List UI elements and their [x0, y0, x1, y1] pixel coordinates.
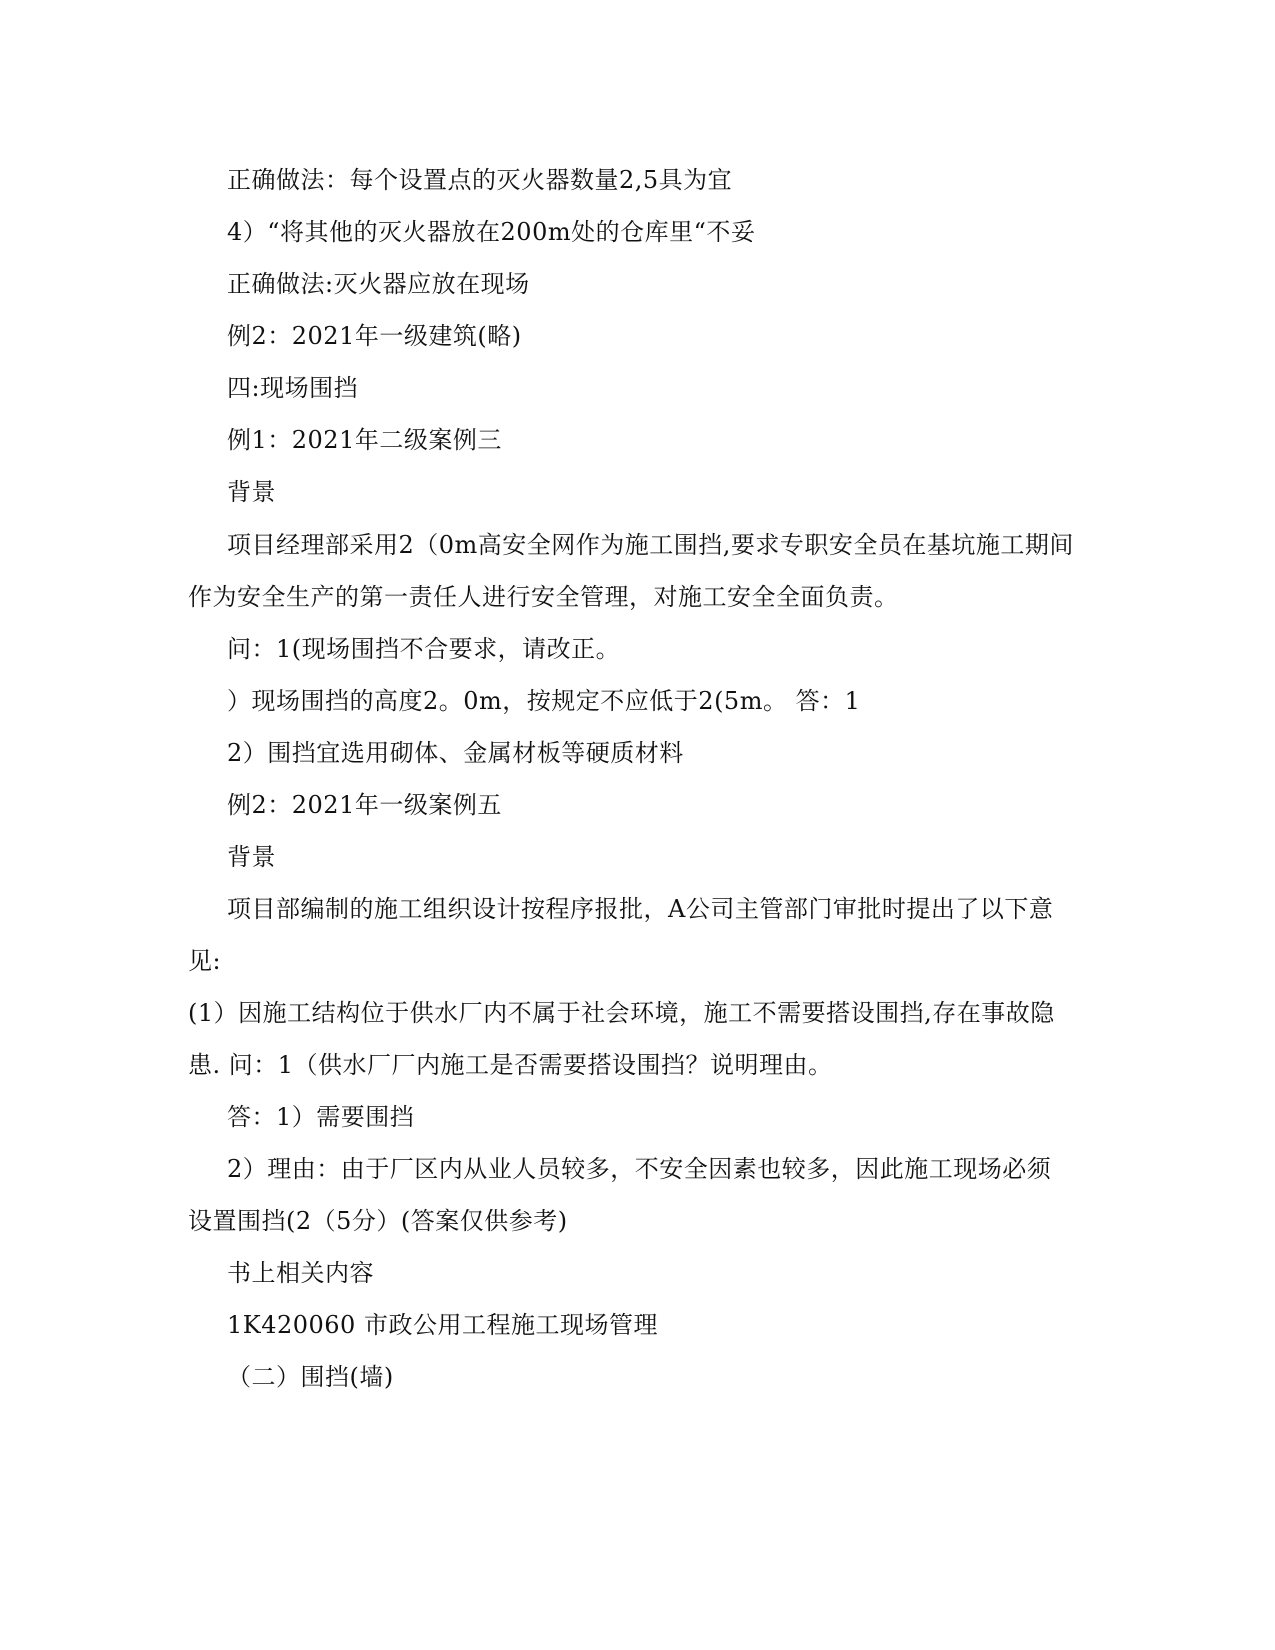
text-line: 项目部编制的施工组织设计按程序报批，A公司主管部门审批时提出了以下意 [227, 895, 1054, 923]
text-line: 问：1(现场围挡不合要求，请改正。 [227, 635, 621, 663]
text-line: 例1：2021年二级案例三 [227, 426, 502, 454]
text-line: 答：1）需要围挡 [227, 1103, 415, 1131]
text-line: 背景 [227, 478, 276, 506]
text-line: 正确做法：每个设置点的灭火器数量2,5具为宜 [227, 166, 733, 194]
text-line: 例2：2021年一级建筑(略) [227, 322, 522, 350]
text-line: 1K420060 市政公用工程施工现场管理 [227, 1311, 658, 1339]
text-line: 项目经理部采用2（0m高安全网作为施工围挡,要求专职安全员在基坑施工期间 [227, 531, 1074, 559]
text-line: (1）因施工结构位于供水厂内不属于社会环境，施工不需要搭设围挡,存在事故隐 [188, 999, 1055, 1027]
text-line: 患. 问：1（供水厂厂内施工是否需要搭设围挡？说明理由。 [188, 1051, 833, 1079]
text-line: 2）理由：由于厂区内从业人员较多，不安全因素也较多，因此施工现场必须 [227, 1155, 1052, 1183]
text-line: 设置围挡(2（5分）(答案仅供参考) [188, 1207, 568, 1235]
text-line: （二）围挡(墙) [227, 1363, 394, 1391]
text-line: 2）围挡宜选用砌体、金属材板等硬质材料 [227, 739, 684, 767]
text-line: ）现场围挡的高度2。0m，按规定不应低于2(5m。 答：1 [227, 687, 861, 715]
text-line: 作为安全生产的第一责任人进行安全管理，对施工安全全面负责。 [188, 583, 899, 611]
text-line: 例2：2021年一级案例五 [227, 791, 502, 819]
text-line: 4）“将其他的灭火器放在200m处的仓库里“不妥 [227, 218, 756, 246]
text-line: 正确做法:灭火器应放在现场 [227, 270, 530, 298]
text-line: 书上相关内容 [227, 1259, 374, 1287]
text-line: 背景 [227, 843, 276, 871]
section-heading: 四:现场围挡 [227, 374, 359, 402]
text-line: 见: [188, 947, 222, 975]
